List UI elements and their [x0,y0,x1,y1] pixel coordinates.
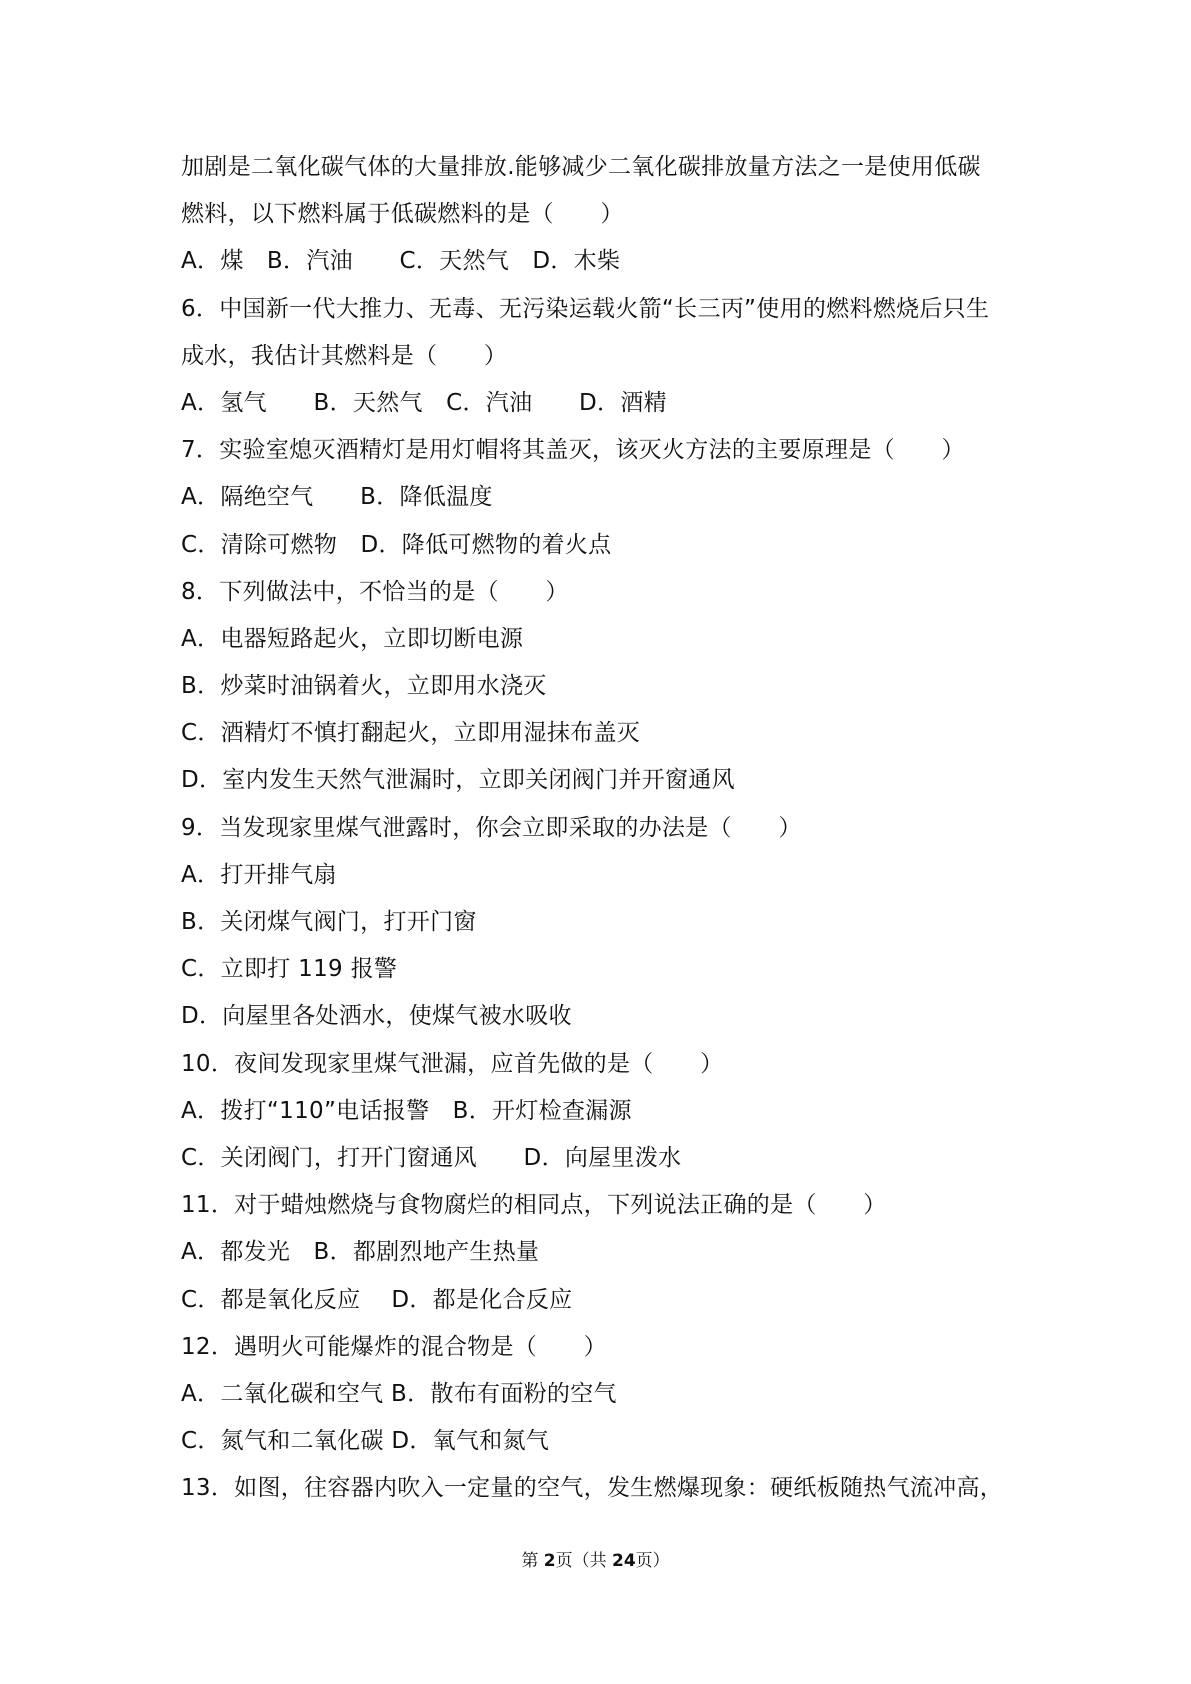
text-line: A．都发光 B．都剧烈地产生热量 [181,1239,540,1266]
text-line: 燃料，以下燃料属于低碳燃料的是（ ） [181,201,624,228]
page-body [181,144,1041,1512]
page-footer [0,1546,1191,1571]
text-line: A．电器短路起火，立即切断电源 [181,625,524,652]
text-line: B．炒菜时油锅着火，立即用水浇灭 [181,673,547,700]
text-line: A．二氧化碳和空气 B．散布有面粉的空气 [181,1380,617,1407]
text-line: 8．下列做法中，不恰当的是（ ） [181,578,569,605]
text-line: 9．当发现家里煤气泄露时，你会立即采取的办法是（ ） [181,814,802,841]
text-line: A．煤 B．汽油 C．天然气 D．木柴 [181,248,621,275]
text-line: C．都是氧化反应 D．都是化合反应 [181,1286,573,1313]
text-line: C．清除可燃物 D．降低可燃物的着火点 [181,531,612,558]
text-line: 7．实验室熄灭酒精灯是用灯帽将其盖灭，该灭火方法的主要原理是（ ） [181,437,965,464]
footer-suffix: 页） [635,1551,670,1571]
text-line: A．氢气 B．天然气 C．汽油 D．酒精 [181,389,667,416]
text-line: D．室内发生天然气泄漏时，立即关闭阀门并开窗通风 [181,767,735,794]
text-line: A．打开排气扇 [181,861,337,888]
footer-total-pages: 24 [611,1551,636,1571]
text-line: 12．遇明火可能爆炸的混合物是（ ） [181,1333,607,1360]
text-line: C．氮气和二氧化碳 D．氧气和氮气 [181,1428,550,1455]
text-line: A．拨打“110”电话报警 B．开灯检查漏源 [181,1097,632,1124]
text-line: 成水，我估计其燃料是（ ） [181,342,508,369]
text-line: A．隔绝空气 B．降低温度 [181,484,493,511]
text-line: C．立即打 119 报警 [181,956,398,983]
text-line: C．关闭阀门，打开门窗通风 D．向屋里泼水 [181,1144,682,1171]
text-line: 加剧是二氧化碳气体的大量排放.能够减少二氧化碳排放量方法之一是使用低碳 [181,154,981,180]
text-line: D．向屋里各处洒水，使煤气被水吸收 [181,1003,572,1030]
text-line: C．酒精灯不慎打翻起火，立即用湿抹布盖灭 [181,720,641,747]
text-line: 13．如图，往容器内吹入一定量的空气，发生燃爆现象：硬纸板随热气流冲高， [181,1475,1004,1502]
footer-page-number: 2 [543,1551,556,1571]
text-line: B．关闭煤气阀门，打开门窗 [181,909,477,935]
footer-middle: 页（共 [555,1551,612,1571]
text-line: 11．对于蜡烛燃烧与食物腐烂的相同点，下列说法正确的是（ ） [181,1192,887,1219]
text-line: 10．夜间发现家里煤气泄漏，应首先做的是（ ） [181,1050,724,1077]
footer-prefix: 第 [521,1551,544,1571]
text-line: 6．中国新一代大推力、无毒、无污染运载火箭“长三丙”使用的燃料燃烧后只生 [181,295,990,322]
